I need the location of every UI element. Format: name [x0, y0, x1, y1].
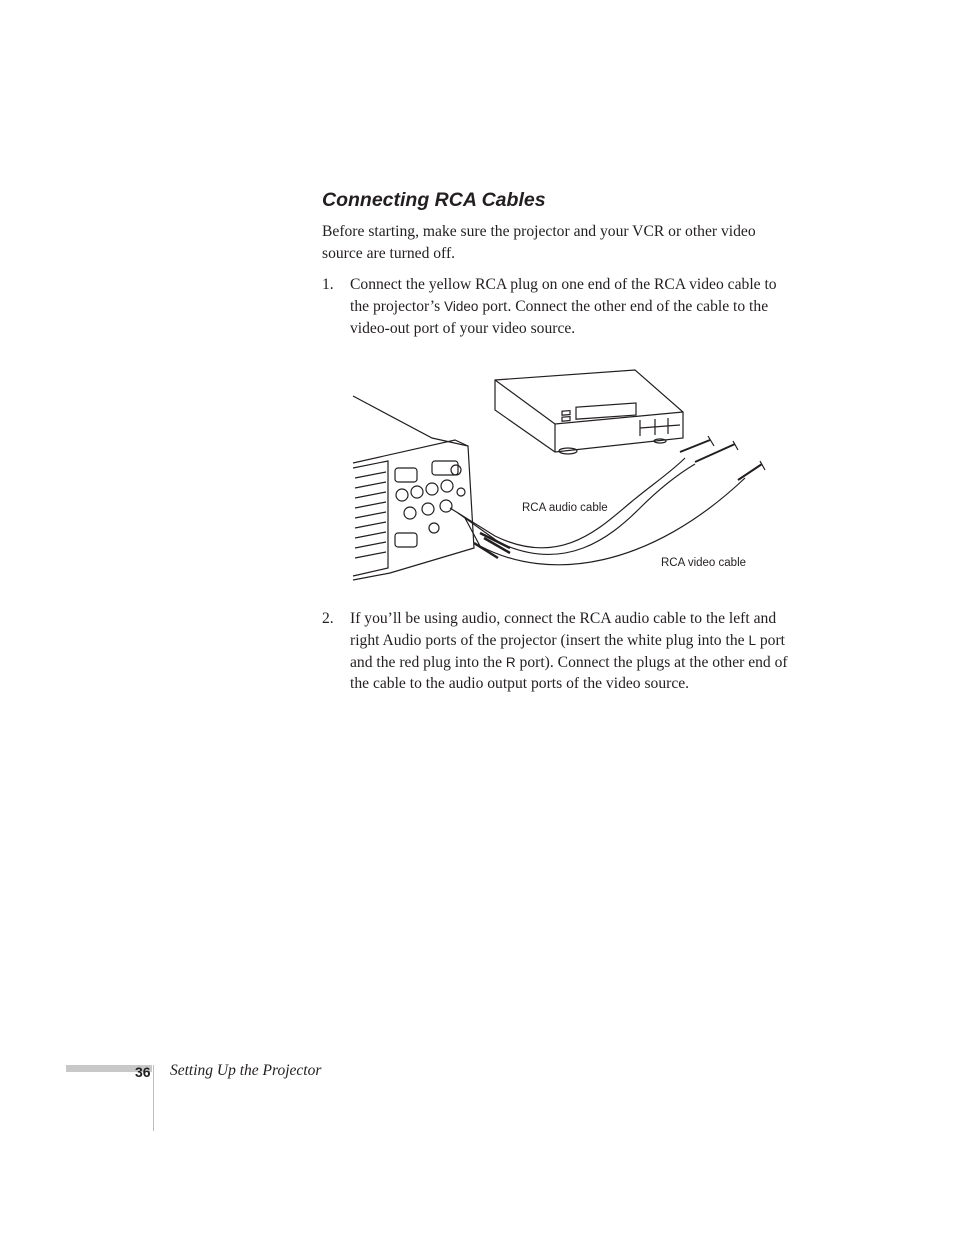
video-port-label: Video [444, 298, 479, 314]
step-2-text: If you’ll be using audio, connect the RCA audio cable to the left and right Audio ports of the projector (insert the white plug into the L port and the red plug into the R port). Connect the plugs at the other end of the cable to the audio output ports of the video source. [350, 610, 788, 693]
l-port-label: L [748, 632, 756, 648]
step-1 [322, 274, 792, 339]
chapter-title: Setting Up the Projector [170, 1062, 322, 1079]
video-cable-label: RCA video cable [661, 557, 747, 569]
r-port-label: R [505, 654, 516, 670]
step-1-number: 1. [322, 276, 334, 293]
page-number: 36 [135, 1064, 151, 1080]
connection-illustration [350, 368, 770, 583]
section-heading: Connecting RCA Cables [322, 189, 546, 211]
step-2 [322, 608, 792, 695]
step-1-text: Connect the yellow RCA plug on one end of the RCA video cable to the projector’s Video port. Connect the other end of the cable to the video-out port of your video source. [350, 276, 777, 337]
projector-vcr-diagram [350, 368, 770, 583]
footer-divider [153, 1065, 154, 1131]
audio-cable-label: RCA audio cable [522, 502, 608, 514]
projector-icon [353, 396, 474, 580]
intro-paragraph: Before starting, make sure the projector and your VCR or other video source are turned off. [322, 223, 756, 262]
step-2-number: 2. [322, 610, 334, 627]
